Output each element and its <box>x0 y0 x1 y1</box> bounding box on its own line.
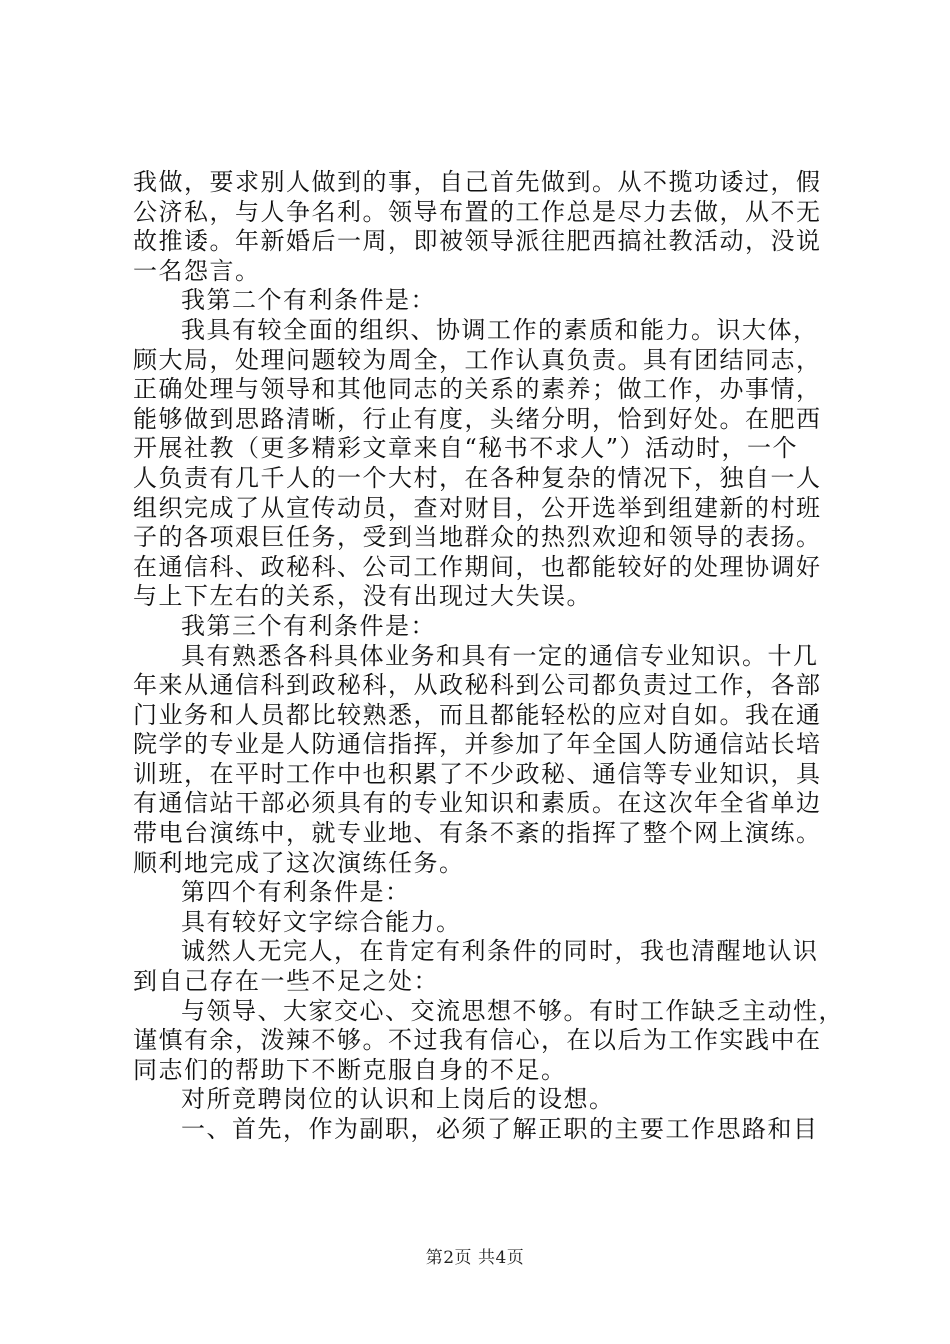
text-line: 开展社教（更多精彩文章来自“秘书不求人”）活动时，一个 <box>133 434 799 463</box>
text-line: 到自己存在一些不足之处： <box>133 967 439 996</box>
text-line: 我具有较全面的组织、协调工作的素质和能力。识大体， <box>181 315 819 344</box>
document-body <box>133 168 844 1145</box>
text-line: 故推诿。年新婚后一周，即被领导派往肥西搞社教活动，没说 <box>133 227 822 256</box>
text-line: 谨慎有余，泼辣不够。不过我有信心，在以后为工作实践中在 <box>133 1026 822 1055</box>
text-line: 训班，在平时工作中也积累了不少政秘、通信等专业知识，具 <box>133 759 822 788</box>
text-line: 第四个有利条件是： <box>181 878 411 907</box>
text-line: 能够做到思路清晰，行止有度，头绪分明，恰到好处。在肥西 <box>133 404 822 433</box>
text-line: 组织完成了从宣传动员，查对财目，公开选举到组建新的村班 <box>133 493 822 522</box>
text-line: 在通信科、政秘科、公司工作期间，也都能较好的处理协调好 <box>133 552 822 581</box>
text-line: 与领导、大家交心、交流思想不够。有时工作缺乏主动性， <box>181 996 844 1025</box>
text-line: 诚然人无完人，在肯定有利条件的同时，我也清醒地认识 <box>181 937 819 966</box>
text-line: 我第二个有利条件是： <box>181 286 436 315</box>
text-line: 公济私，与人争名利。领导布置的工作总是尽力去做，从不无 <box>133 197 822 226</box>
text-line: 正确处理与领导和其他同志的关系的素养；做工作，办事情， <box>133 375 822 404</box>
text-line: 一、首先，作为副职，必须了解正职的主要工作思路和目 <box>181 1115 819 1143</box>
text-line: 子的各项艰巨任务，受到当地群众的热烈欢迎和领导的表扬。 <box>133 523 822 552</box>
text-line: 具有较好文字综合能力。 <box>181 907 462 936</box>
text-line: 顺利地完成了这次演练任务。 <box>133 848 465 877</box>
text-line: 年来从通信科到政秘科，从政秘科到公司都负责过工作，各部 <box>133 671 822 700</box>
text-line: 我第三个有利条件是： <box>181 611 436 640</box>
page-footer: 第2页 共4页 <box>425 1248 525 1268</box>
text-line: 门业务和人员都比较熟悉，而且都能轻松的应对自如。我在通 <box>133 700 822 729</box>
text-line: 一名怨言。 <box>133 256 261 285</box>
text-line: 与上下左右的关系，没有出现过大失误。 <box>133 582 592 611</box>
text-line: 人负责有几千人的一个大村，在各种复杂的情况下，独自一人 <box>133 463 822 492</box>
text-line: 有通信站干部必须具有的专业知识和素质。在这次年全省单边 <box>133 789 822 818</box>
text-line: 同志们的帮助下不断克服自身的不足。 <box>133 1055 567 1084</box>
text-line: 带电台演练中，就专业地、有条不紊的指挥了整个网上演练。 <box>133 819 822 848</box>
text-line: 对所竞聘岗位的认识和上岗后的设想。 <box>181 1085 615 1114</box>
text-line: 院学的专业是人防通信指挥，并参加了年全国人防通信站长培 <box>133 730 822 759</box>
text-line: 我做，要求别人做到的事，自己首先做到。从不揽功诿过，假 <box>133 168 822 196</box>
text-line: 顾大局，处理问题较为周全，工作认真负责。具有团结同志， <box>133 345 822 374</box>
text-line: 具有熟悉各科具体业务和具有一定的通信专业知识。十几 <box>181 641 819 670</box>
